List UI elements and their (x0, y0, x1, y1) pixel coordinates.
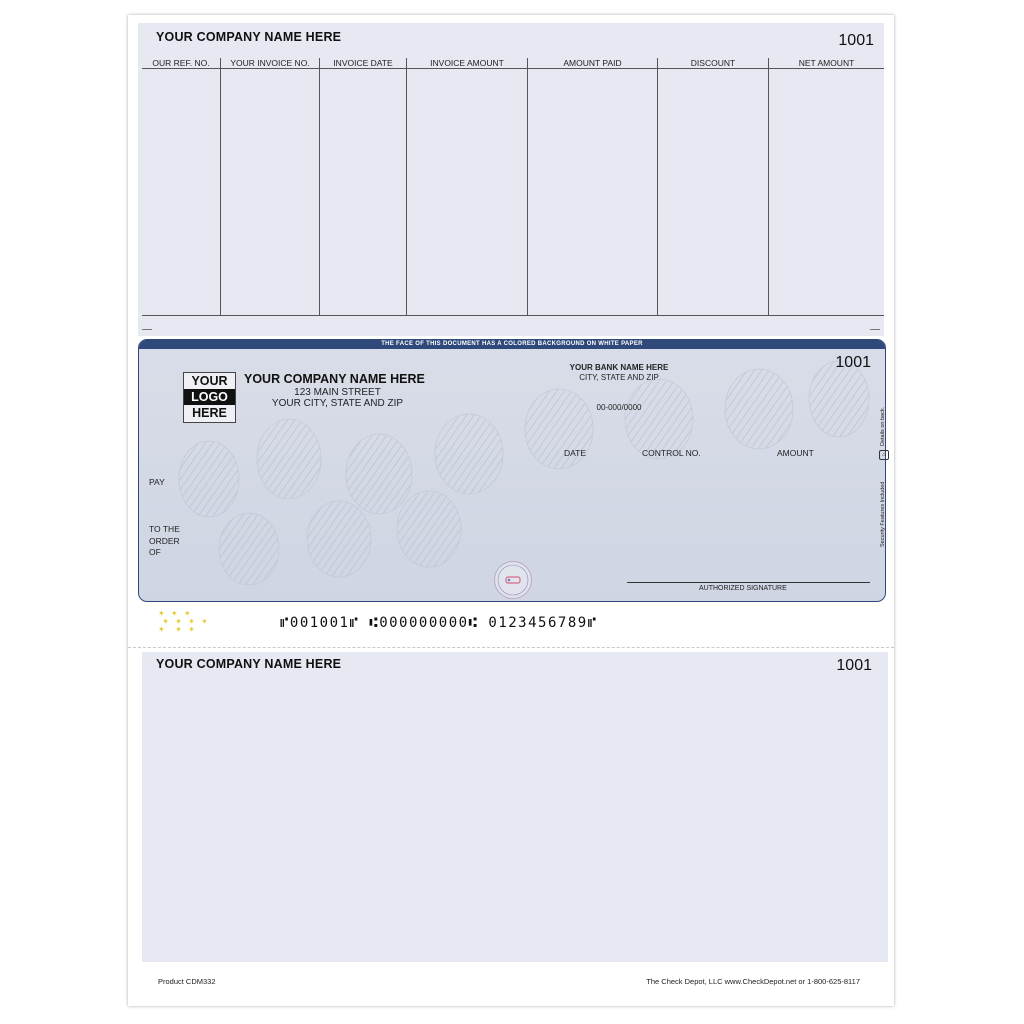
control-number-label: CONTROL NO. (642, 448, 701, 458)
vendor-info: The Check Depot, LLC www.CheckDepot.net or 1-800-625-8117 (646, 977, 860, 986)
top-stub-company-name: YOUR COMPANY NAME HERE (156, 30, 342, 44)
product-code: Product CDM332 (158, 977, 216, 986)
check-number: 1001 (835, 354, 871, 371)
bottom-stub-check-number: 1001 (836, 657, 872, 674)
padlock-icon: ⌂ (879, 450, 889, 460)
security-seal-icon (494, 561, 532, 599)
pay-label: PAY (149, 477, 165, 487)
bank-city: CITY, STATE AND ZIP (579, 373, 659, 382)
column-header: OUR REF. NO. (142, 58, 221, 69)
table-cell (407, 69, 528, 316)
logo-line: HERE (192, 406, 227, 420)
order-label-line: TO THE (149, 524, 180, 534)
logo-line: YOUR (191, 374, 228, 388)
order-label-line: OF (149, 547, 161, 557)
table-cell (221, 69, 320, 316)
top-voucher-stub (138, 23, 884, 336)
table-cell (320, 69, 407, 316)
company-city: YOUR CITY, STATE AND ZIP (271, 398, 404, 409)
top-stub-check-number: 1001 (838, 32, 874, 49)
security-band: THE FACE OF THIS DOCUMENT HAS A COLORED BACKGROUND ON WHITE PAPER (139, 340, 885, 349)
company-street: 123 MAIN STREET (294, 387, 381, 398)
column-header: YOUR INVOICE NO. (221, 58, 320, 69)
table-cell (769, 69, 885, 316)
details-on-back-note: Details on back. (880, 406, 886, 446)
logo-line: LOGO (184, 389, 235, 405)
column-header: AMOUNT PAID (528, 58, 658, 69)
bank-name: YOUR BANK NAME HERE (569, 363, 669, 372)
invoice-table (142, 58, 884, 316)
signature-label: AUTHORIZED SIGNATURE (699, 585, 787, 592)
order-label-line: ORDER (149, 535, 180, 546)
column-header: NET AMOUNT (769, 58, 885, 69)
date-label: DATE (564, 448, 587, 458)
micr-line: ⑈001001⑈ ⑆000000000⑆ 0123456789⑈ (280, 615, 598, 631)
check-document (128, 15, 894, 1006)
table-row (142, 69, 884, 316)
logo-placeholder (183, 372, 236, 423)
check-face (138, 339, 886, 602)
column-header: INVOICE AMOUNT (407, 58, 528, 69)
security-hologram-stars: ✶ ✶ ✶ ✶ ✶ ✶ ✶ ✶ ✶ ✶ (158, 609, 210, 634)
routing-fraction: 00-000/0000 (596, 403, 642, 412)
table-cell (658, 69, 769, 316)
check-company-name: YOUR COMPANY NAME HERE (244, 372, 425, 386)
perforation-mark (870, 329, 880, 330)
perforation-line (128, 647, 894, 648)
invoice-table-header (142, 58, 884, 69)
bottom-stub-company-name: YOUR COMPANY NAME HERE (156, 657, 342, 671)
column-header: INVOICE DATE (320, 58, 407, 69)
amount-label: AMOUNT (777, 448, 814, 458)
perforation-mark (142, 329, 152, 330)
table-cell (528, 69, 658, 316)
order-label (149, 524, 180, 559)
table-cell (142, 69, 221, 316)
security-features-note: Security Features Included (880, 481, 886, 547)
bottom-voucher-stub (142, 652, 888, 962)
column-header: DISCOUNT (658, 58, 769, 69)
signature-line (627, 582, 870, 583)
